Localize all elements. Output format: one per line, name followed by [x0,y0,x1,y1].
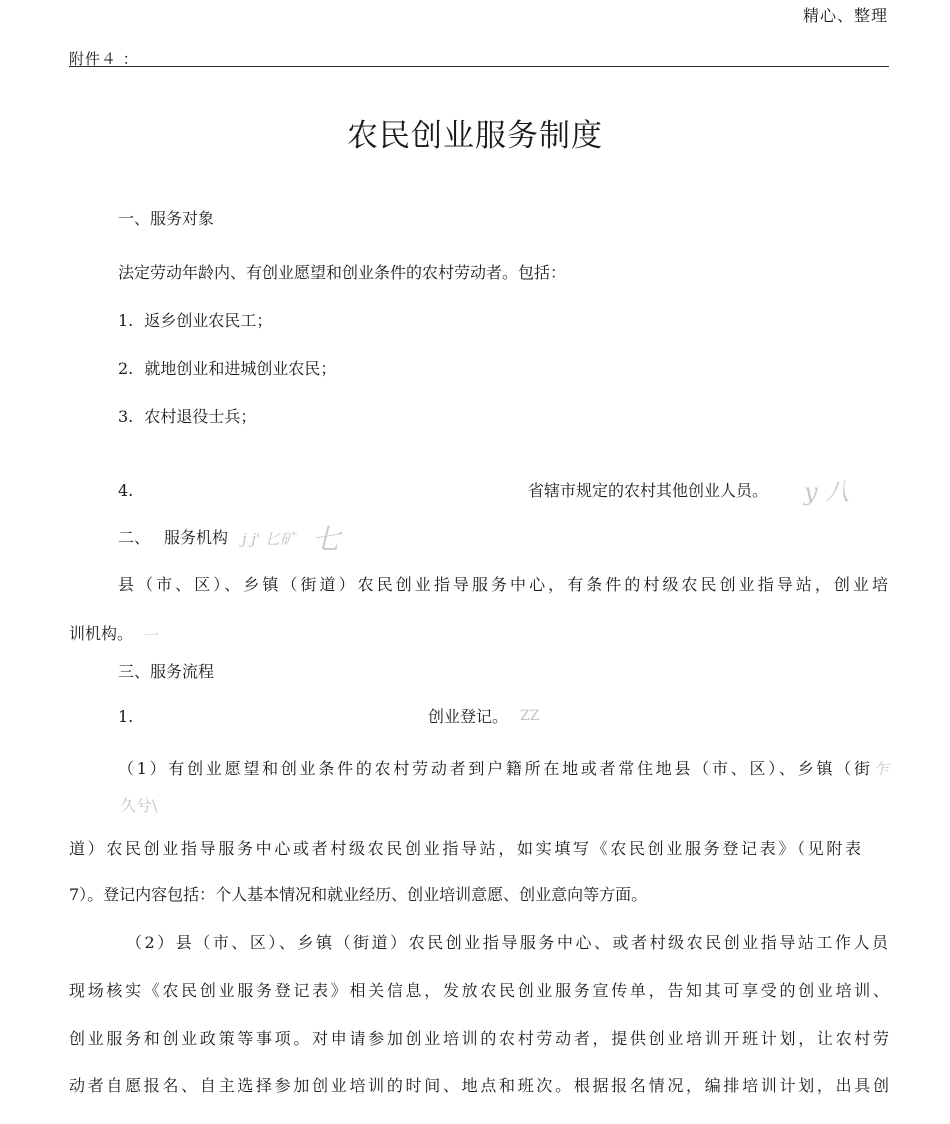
paragraph-line: 现场核实《农民创业服务登记表》相关信息，发放农民创业服务宣传单，告知其可享受的创业培训、 [69,981,889,1000]
header-note: 精心、整理 [802,6,888,25]
paragraph-line: 创业服务和创业政策等事项。对申请参加创业培训的农村劳动者，提供创业培训开班计划，让农村劳 [69,1029,889,1048]
scan-artifact: 七 [312,523,341,556]
scan-artifact: y 八 [804,478,850,506]
scan-artifact: 一 [143,626,160,645]
section-heading-service-target: 一、服务对象 [118,209,215,228]
list-item [118,310,272,332]
list-item [118,358,336,380]
step-number: 1. [118,707,134,726]
list-item-number: 3. [118,407,134,426]
document-title: 农民创业服务制度 [347,118,603,154]
section-heading-number: 二、 [118,528,151,547]
paragraph-line: 7）。登记内容包括：个人基本情况和就业经历、创业培训意愿、创业意向等方面。 [69,885,648,904]
paragraph-line: 动者自愿报名、自主选择参加创业培训的时间、地点和班次。根据报名情况，编排培训计划，出具创 [69,1076,889,1095]
scan-artifact: 久兮\ [120,796,158,815]
paragraph-line: （2）县（市、区）、乡镇（街道）农民创业指导服务中心、或者村级农民创业指导站工作人员 [126,933,888,952]
paragraph-line: 道）农民创业指导服务中心或者村级农民创业指导站，如实填写《农民创业服务登记表》（见附表 [69,839,861,858]
list-item-text: 省辖市规定的农村其他创业人员。 [528,481,769,500]
list-item-text: 返乡创业农民工； [144,311,273,330]
list-item-text: 就地创业和进城创业农民； [144,359,337,378]
list-item-number: 4. [118,481,134,500]
paragraph-line: 县（市、区）、乡镇（街道）农民创业指导服务中心，有条件的村级农民创业指导站，创业培 [118,575,888,594]
scan-artifact: ZZ [520,708,540,724]
section-intro: 法定劳动年龄内、有创业愿望和创业条件的农村劳动者。包括： [118,263,567,282]
list-item-text: 农村退役士兵； [144,407,257,426]
paragraph-line: （1）有创业愿望和创业条件的农村劳动者到户籍所在地或者常住地县（市、区）、乡镇（街 [118,759,870,778]
step-title: 创业登记。 [428,707,509,726]
scan-artifact: 乍 [874,760,890,778]
header-divider [69,66,889,67]
list-item [118,406,256,428]
attachment-label: 附件４ ： [69,50,139,68]
scan-artifact: j j' 匕矿 [242,530,295,548]
section-heading-service-process: 三、服务流程 [118,662,215,681]
section-heading-service-org: 服务机构 [164,528,229,547]
paragraph-line: 训机构。 [69,624,134,643]
list-item-number: 2. [118,359,134,378]
list-item-number: 1. [118,311,134,330]
